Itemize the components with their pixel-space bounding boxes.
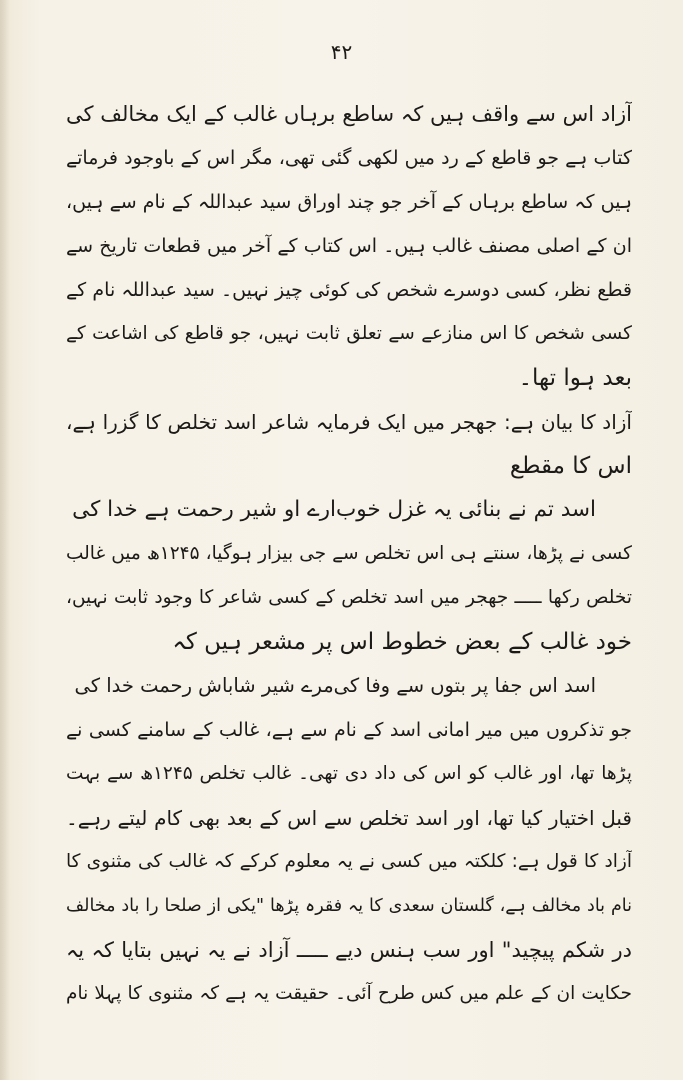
- text-line: آزاد کا بیان ہے: جھجر میں ایک فرمایہ شاعر اسد تخلص کا گزرا ہے،: [66, 410, 632, 434]
- text-line: اس کا مقطع: [509, 453, 632, 479]
- page-edge-shadow: [0, 0, 10, 1080]
- page-number: ۴۲: [330, 40, 353, 64]
- verse-couplet: [66, 664, 632, 708]
- verse-second-hemistich: مرے شیر شاباش رحمت خدا کی: [74, 674, 334, 697]
- text-line: ان کے اصلی مصنف غالب ہیں۔ اس کتاب کے آخر میں قطعات تاریخ سے: [66, 235, 632, 257]
- text-line: قبل اختیار کیا تھا، اور اسد تخلص سے اس کے بعد بھی کام لیتے رہے۔: [66, 806, 632, 830]
- text-line: ہیں کہ ساطع برہاں کے آخر جو چند اوراق سید عبداللہ کے نام سے ہیں،: [66, 191, 632, 213]
- text-line: آزاد کا قول ہے: کلکتہ میں کسی نے یہ معلوم کرکے کہ غالب کی مثنوی کا: [66, 851, 632, 872]
- verse-second-hemistich: ارے او شیر رحمت ہے خدا کی: [72, 497, 336, 522]
- text-line: آزاد اس سے واقف ہیں کہ ساطع برہاں غالب کے ایک مخالف کی: [66, 102, 632, 126]
- text-line: جو تذکروں میں میر امانی اسد کے نام سے ہے، غالب کے سامنے کسی نے: [66, 719, 632, 741]
- text-line: پڑھا تھا، اور غالب کو اس کی داد دی تھی۔ غالب تخلص ۱۲۴۵ھ سے بہت: [66, 763, 632, 784]
- text-line: حکایت ان کے علم میں کس طرح آئی۔ حقیقت یہ ہے کہ مثنوی کا پہلا نام: [66, 983, 632, 1004]
- text-line: تخلص رکھا ـــــ جھجر میں اسد تخلص کے کسی شاعر کا وجود ثابت نہیں،: [66, 587, 632, 608]
- text-line: خود غالب کے بعض خطوط اس پر مشعر ہیں کہ: [172, 629, 632, 655]
- text-line: کتاب ہے جو قاطع کے رد میں لکھی گئی تھی، مگر اس کے باوجود فرماتے: [66, 147, 632, 169]
- text-line: در شکم پیچید" اور سب ہنس دیے ـــــ آزاد نے یہ نہیں بتایا کہ یہ: [66, 938, 632, 962]
- verse-first-hemistich: اسد اس جفا پر بتوں سے وفا کی: [333, 674, 596, 697]
- text-line: نام باد مخالف ہے، گلستان سعدی کا یہ فقرہ پڑھا "یکی از صلحا را باد مخالف: [66, 896, 632, 916]
- text-line: کسی شخص کا اس منازعے سے تعلق ثابت نہیں، جو قاطع کی اشاعت کے: [66, 323, 632, 344]
- verse-couplet: [66, 488, 632, 532]
- text-line: بعد ہوا تھا۔: [518, 365, 632, 391]
- text-line: قطع نظر، کسی دوسرے شخص کی کوئی چیز نہیں۔ سید عبداللہ نام کے: [66, 279, 632, 301]
- verse-first-hemistich: اسد تم نے بنائی یہ غزل خوب: [335, 497, 596, 522]
- body-text: [66, 92, 632, 1016]
- text-line: کسی نے پڑھا، سنتے ہی اس تخلص سے جی بیزار ہوگیا، ۱۲۴۵ھ میں غالب: [66, 543, 632, 564]
